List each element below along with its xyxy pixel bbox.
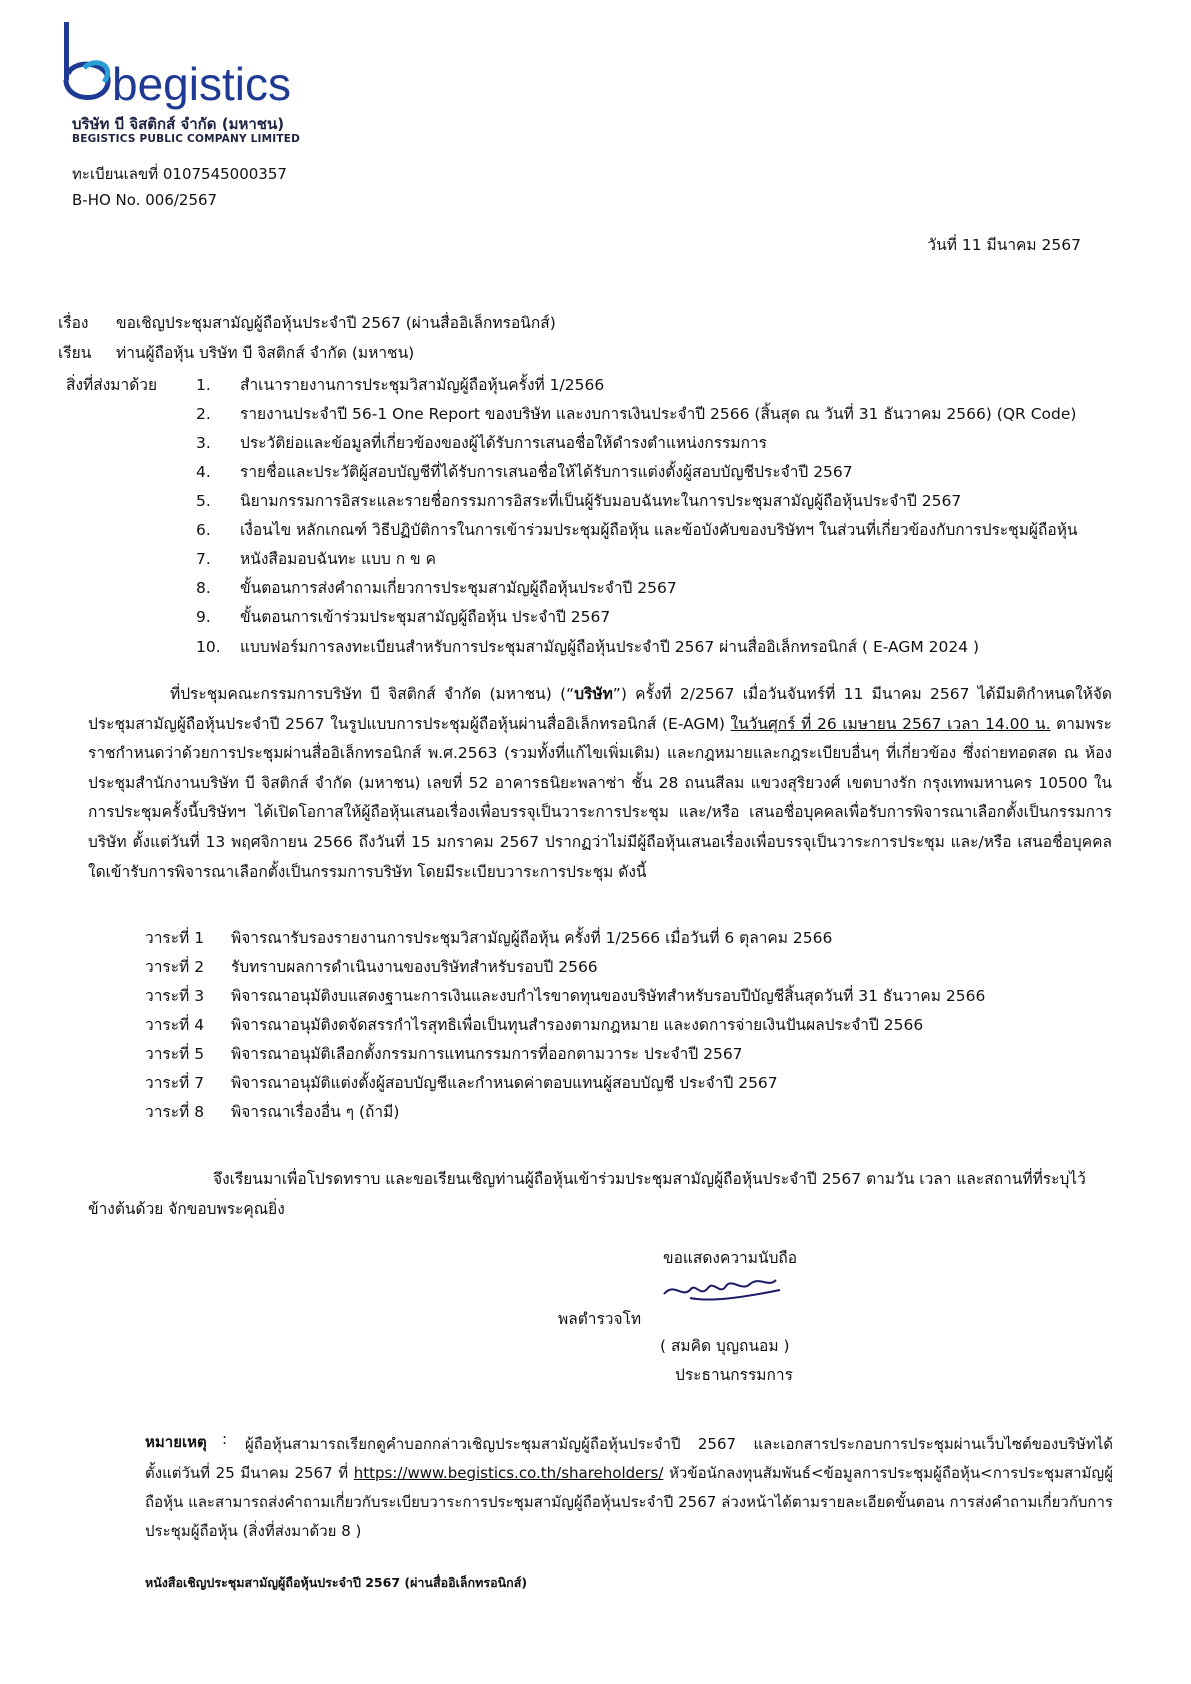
signer-rank: พลตำรวจโท xyxy=(558,1310,642,1328)
attachment-text: ขั้นตอนการส่งคำถามเกี่ยวการประชุมสามัญผู้ถือหุ้นประจำปี 2567 xyxy=(240,579,677,597)
attachment-number: 3. xyxy=(196,434,211,452)
agenda-number: วาระที่ 2 xyxy=(145,958,205,976)
meeting-datetime: ในวันศุกร์ ที่ 26 เมษายน 2567 เวลา 14.00 น. xyxy=(730,714,1051,733)
attachment-number: 5. xyxy=(196,492,211,510)
note-text xyxy=(145,1430,1113,1546)
attachment-item xyxy=(196,372,604,397)
logo-text: begistics xyxy=(112,58,291,110)
attachment-item xyxy=(196,546,436,571)
note-text-b: หัวข้อนักลงทุนสัมพันธ์<ข้อมูลการประชุมผู้ถือหุ้น<การประชุมสามัญผู้ถือหุ้น และสามารถส่งคำถามเกี่ยวกับระเบียบวาระการประชุมสามัญผู้ถือหุ้นประจำปี 2567 ล่วงหน้าได้ตามรายละเอียดขั้นตอน การส่งคำถามเกี่ยวกับการประชุมผู้ถือหุ้น (สิ่งที่ส่งมาด้วย 8 ) xyxy=(145,1464,1114,1540)
agenda-text: รับทราบผลการดำเนินงานของบริษัทสำหรับรอบปี 2566 xyxy=(231,958,598,976)
agenda-number: วาระที่ 8 xyxy=(145,1103,205,1121)
agenda-text: พิจารณาอนุมัติงดจัดสรรกำไรสุทธิเพื่อเป็นทุนสำรองตามกฎหมาย และงดการจ่ายเงินปันผลประจำปี 2566 xyxy=(231,1016,924,1034)
signature-image xyxy=(660,1268,790,1322)
subject-text: ขอเชิญประชุมสามัญผู้ถือหุ้นประจำปี 2567 (ผ่านสื่ออิเล็กทรอนิกส์) xyxy=(116,314,556,332)
signer-name: ( สมคิด บุญถนอม ) xyxy=(660,1337,790,1355)
agenda-text: พิจารณาอนุมัติแต่งตั้งผู้สอบบัญชีและกำหนดค่าตอบแทนผู้สอบบัญชี ประจำปี 2567 xyxy=(231,1074,778,1092)
attachment-text: ประวัติย่อและข้อมูลที่เกี่ยวข้องของผู้ได้รับการเสนอชื่อให้ดำรงตำแหน่งกรรมการ xyxy=(240,434,767,452)
body-text-c: ตามพระราชกำหนดว่าด้วยการประชุมผ่านสื่ออิเล็กทรอนิกส์ พ.ศ.2563 (รวมทั้งที่แก้ไขเพิ่มเติม) และกฎหมายและกฎระเบียบอื่นๆ ที่เกี่ยวข้อง ซึ่งถ่ายทอดสด ณ ห้องประชุมสำนักงานบริษัท บี จิสติกส์ จำกัด (มหาชน) เลขที่ 52 อาคารธนิยะพลาซ่า ชั้น 28 ถนนสีลม แขวงสุริยวงศ์ เขตบางรัก กรุงเทพมหานคร 10500 ในการประชุมครั้งนี้บริษัทฯ ได้เปิดโอกาสให้ผู้ถือหุ้นเสนอเรื่องเพื่อบรรจุเป็นวาระการประชุม และ/หรือ เสนอชื่อบุคคลเพื่อรับการพิจารณาเลือกตั้งเป็นกรรมการบริษัท ตั้งแต่วันที่ 13 พฤศจิกายน 2566 ถึงวันที่ 15 มกราคม 2567 ปรากฏว่าไม่มีผู้ถือหุ้นเสนอเรื่องเพื่อบรรจุเป็นวาระการประชุม และ/หรือ เสนอชื่อบุคคลใดเข้ารับการพิจารณาเลือกตั้งเป็นกรรมการบริษัท โดยมีระเบียบวาระการประชุม ดังนี้ xyxy=(88,714,1112,881)
agenda-number: วาระที่ 1 xyxy=(145,929,205,947)
attachment-text: แบบฟอร์มการลงทะเบียนสำหรับการประชุมสามัญผู้ถือหุ้นประจำปี 2567 ผ่านสื่ออิเล็กทรอนิกส์ ( E-AGM 2024 ) xyxy=(240,638,980,656)
attachment-text: ขั้นตอนการเข้าร่วมประชุมสามัญผู้ถือหุ้น ประจำปี 2567 xyxy=(240,608,611,626)
registration-number: ทะเบียนเลขที่ 0107545000357 xyxy=(72,165,287,183)
attachment-number: 9. xyxy=(196,608,211,626)
attachment-item xyxy=(196,459,853,484)
body-company-bold: บริษัท xyxy=(574,685,613,703)
company-name-en: BEGISTICS PUBLIC COMPANY LIMITED xyxy=(72,133,301,145)
agenda-text: พิจารณารับรองรายงานการประชุมวิสามัญผู้ถือหุ้น ครั้งที่ 1/2566 เมื่อวันที่ 6 ตุลาคม 2566 xyxy=(231,929,833,947)
subject-label: เรื่อง xyxy=(58,314,89,332)
agenda-item xyxy=(145,983,985,1008)
agenda-item xyxy=(145,1070,778,1095)
body-text-b: ”) ครั้งที่ 2/2567 เมื่อวันจันทร์ที่ 11 มีนาคม 2567 ได้มีมติกำหนดให้จัดประชุมสามัญผู้ถือหุ้นประจำปี 2567 ในรูปแบบการประชุมผู้ถือหุ้นผ่านสื่ออิเล็กทรอนิกส์ (E-AGM) xyxy=(88,685,1113,733)
to-label: เรียน xyxy=(58,344,92,362)
agenda-text: พิจารณาเรื่องอื่น ๆ (ถ้ามี) xyxy=(231,1103,400,1121)
attachment-text: สำเนารายงานการประชุมวิสามัญผู้ถือหุ้นครั้งที่ 1/2566 xyxy=(240,376,605,394)
attachment-number: 7. xyxy=(196,550,211,568)
company-logo xyxy=(62,22,302,112)
attachment-number: 6. xyxy=(196,521,211,539)
attachment-item xyxy=(196,517,1078,542)
note-text-a: ผู้ถือหุ้นสามารถเรียกดูคำบอกกล่าวเชิญประชุมสามัญผู้ถือหุ้นประจำปี 2567 และเอกสารประกอบการประชุมผ่านเว็บไซต์ของบริษัทได้ตั้งแต่วันที่ 25 มีนาคม 2567 ที่ xyxy=(145,1435,1113,1482)
agenda-item xyxy=(145,1099,399,1124)
attachment-number: 10. xyxy=(196,638,221,656)
attachment-text: รายงานประจำปี 56-1 One Report ของบริษัท และงบการเงินประจำปี 2566 (สิ้นสุด ณ วันที่ 31 ธันวาคม 2566) (QR Code) xyxy=(240,405,1077,423)
agenda-text: พิจารณาอนุมัติเลือกตั้งกรรมการแทนกรรมการที่ออกตามวาระ ประจำปี 2567 xyxy=(231,1045,743,1063)
company-name-th: บริษัท บี จิสติกส์ จำกัด (มหาชน) xyxy=(72,115,285,133)
attachments-label: สิ่งที่ส่งมาด้วย xyxy=(66,376,158,394)
agenda-item xyxy=(145,1012,923,1037)
agenda-text: พิจารณาอนุมัติงบแสดงฐานะการเงินและงบกำไรขาดทุนของบริษัทสำหรับรอบปีบัญชีสิ้นสุดวันที่ 31 ธันวาคม 2566 xyxy=(231,987,986,1005)
agenda-number: วาระที่ 7 xyxy=(145,1074,205,1092)
agenda-number: วาระที่ 5 xyxy=(145,1045,205,1063)
attachment-number: 2. xyxy=(196,405,211,423)
attachment-text: รายชื่อและประวัติผู้สอบบัญชีที่ได้รับการเสนอชื่อให้ได้รับการแต่งตั้งผู้สอบบัญชีประจำปี 2567 xyxy=(240,463,853,481)
signer-title: ประธานกรรมการ xyxy=(675,1366,793,1384)
attachment-item xyxy=(196,575,677,600)
attachment-number: 1. xyxy=(196,376,211,394)
agenda-item xyxy=(145,954,598,979)
attachment-item xyxy=(196,604,610,629)
attachment-text: เงื่อนไข หลักเกณฑ์ วิธีปฏิบัติการในการเข้าร่วมประชุมผู้ถือหุ้น และข้อบังคับของบริษัทฯ ในส่วนที่เกี่ยวข้องกับการประชุมผู้ถือหุ้น xyxy=(240,521,1078,539)
attachment-number: 8. xyxy=(196,579,211,597)
regards-text: ขอแสดงความนับถือ xyxy=(663,1249,798,1267)
letter-date: วันที่ 11 มีนาคม 2567 xyxy=(927,236,1081,254)
agenda-number: วาระที่ 3 xyxy=(145,987,205,1005)
note-separator: : xyxy=(222,1430,228,1448)
to-text: ท่านผู้ถือหุ้น บริษัท บี จิสติกส์ จำกัด (มหาชน) xyxy=(116,344,415,362)
agenda-item xyxy=(145,925,832,950)
attachment-item xyxy=(196,430,767,455)
attachment-item xyxy=(196,634,979,659)
body-paragraph xyxy=(88,680,1112,887)
agenda-item xyxy=(145,1041,743,1066)
logo-bowl xyxy=(66,64,108,97)
closing-paragraph: จึงเรียนมาเพื่อโปรดทราบ และขอเรียนเชิญท่านผู้ถือหุ้นเข้าร่วมประชุมสามัญผู้ถือหุ้นประจำปี 2567 ตามวัน เวลา และสถานที่ที่ระบุไว้ข้างต้นด้วย จักขอบพระคุณยิ่ง xyxy=(88,1170,1086,1218)
reference-number: B-HO No. 006/2567 xyxy=(72,191,218,209)
attachment-item xyxy=(196,401,1076,426)
body-text-a: ที่ประชุมคณะกรรมการบริษัท บี จิสติกส์ จำกัด (มหาชน) (“ xyxy=(170,685,575,703)
shareholders-link[interactable]: https://www.begistics.co.th/shareholders/ xyxy=(353,1464,664,1482)
attachment-number: 4. xyxy=(196,463,211,481)
attachment-text: หนังสือมอบฉันทะ แบบ ก ข ค xyxy=(240,550,436,568)
page-footer: หนังสือเชิญประชุมสามัญผู้ถือหุ้นประจำปี 2567 (ผ่านสื่ออิเล็กทรอนิกส์) xyxy=(145,1575,528,1590)
attachment-item xyxy=(196,488,961,513)
agenda-number: วาระที่ 4 xyxy=(145,1016,205,1034)
note-label: หมายเหตุ xyxy=(145,1433,207,1451)
attachment-text: นิยามกรรมการอิสระและรายชื่อกรรมการอิสระที่เป็นผู้รับมอบฉันทะในการประชุมสามัญผู้ถือหุ้นประจำปี 2567 xyxy=(240,492,962,510)
